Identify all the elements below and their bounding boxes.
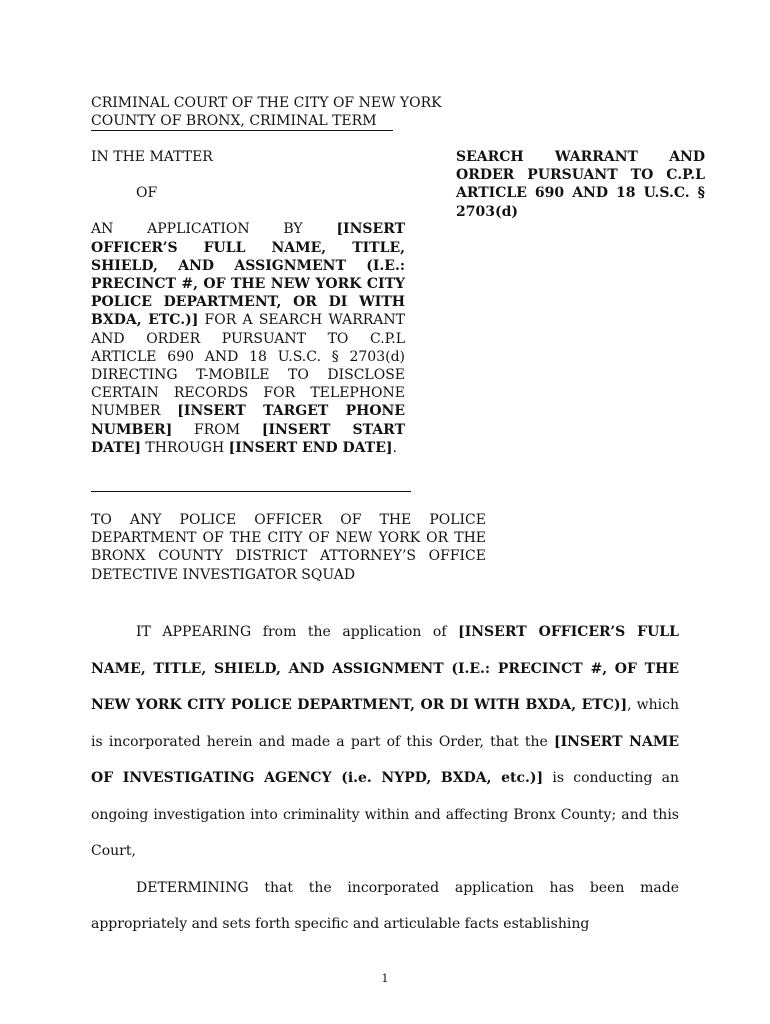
caption-left — [91, 148, 405, 457]
body-paragraph-2: DETERMINING that the incorporated application has been made appropriately and sets forth specific and articulable facts establishing — [91, 879, 679, 932]
body-p1-text-2: , which is incorporated herein and made a part of this Order, that the — [91, 697, 679, 750]
body-paragraph-1 — [91, 614, 679, 870]
document-title: SEARCH WARRANT AND ORDER PURSUANT TO C.P.L ARTICLE 690 AND 18 U.S.C. § 2703(d) — [456, 149, 705, 220]
in-the-matter: IN THE MATTER — [91, 149, 213, 165]
of-label: OF — [136, 185, 158, 202]
application-text-5: . — [392, 439, 397, 456]
court-name: CRIMINAL COURT OF THE CITY OF NEW YORK — [91, 95, 442, 111]
court-county-term: COUNTY OF BRONX, CRIMINAL TERM — [91, 112, 393, 131]
application-paragraph — [91, 220, 405, 457]
body-officer-placeholder: [INSERT OFFICER’S FULL NAME, TITLE, SHIELD, AND ASSIGNMENT (I.E.: PRECINCT #, OF THE NEW YORK CITY POLICE DEPARTMENT, OR DI WITH BXDA, ETC)] — [91, 624, 679, 713]
addressee-paragraph: TO ANY POLICE OFFICER OF THE POLICE DEPARTMENT OF THE CITY OF NEW YORK OR THE BRONX COUNTY DISTRICT ATTORNEY’S OFFICE DETECTIVE INVESTIGATOR SQUAD — [91, 512, 486, 583]
application-text-1: AN APPLICATION BY — [91, 221, 337, 238]
body-p1-text-1: IT APPEARING from the application of — [136, 624, 459, 640]
body-p1-text-3: is conducting an ongoing investigation into criminality within and affecting Bronx County; and this Court, — [91, 770, 679, 859]
application-text-4: THROUGH — [140, 439, 229, 456]
application-text-2: FOR A SEARCH WARRANT AND ORDER PURSUANT TO C.P.L ARTICLE 690 AND 18 U.S.C. § 2703(d) DIRECTING T-MOBILE TO DISCLOSE CERTAIN RECORDS FOR TELEPHONE NUMBER — [91, 312, 405, 420]
officer-placeholder: [INSERT OFFICER’S FULL NAME, TITLE, SHIELD, AND ASSIGNMENT (I.E.: PRECINCT #, OF THE NEW YORK CITY POLICE DEPARTMENT, OR DI WITH BXDA, ETC.)] — [91, 221, 405, 329]
phone-placeholder: [INSERT TARGET PHONE NUMBER] — [91, 403, 405, 438]
end-date-placeholder: [INSERT END DATE] — [228, 439, 393, 456]
page-number: 1 — [381, 972, 389, 985]
agency-placeholder: [INSERT NAME OF INVESTIGATING AGENCY (i.e. NYPD, BXDA, etc.)] — [91, 733, 679, 786]
court-heading — [91, 94, 442, 131]
start-date-placeholder: [INSERT START DATE] — [91, 421, 405, 456]
application-text-3: FROM — [172, 421, 262, 438]
caption-divider — [91, 491, 411, 492]
order-body — [91, 614, 679, 943]
